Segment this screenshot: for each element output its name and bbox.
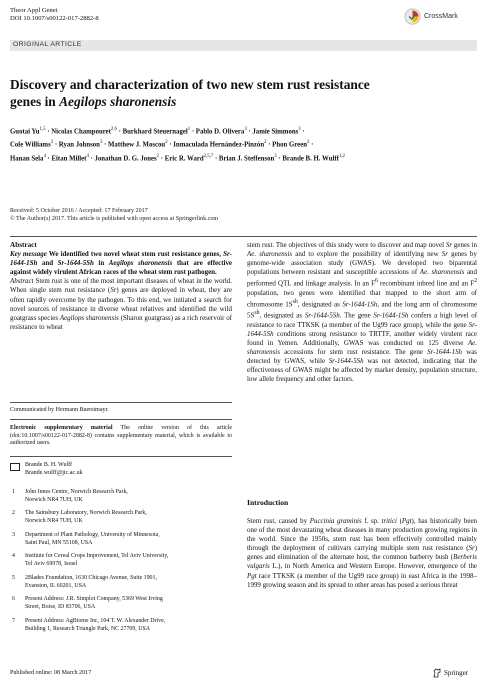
text-run: Stem rust, caused by [247,517,310,525]
text-run: and [37,259,58,268]
author-name: · Jonathan D. G. Jones [88,155,157,163]
affiliation-line: 2Blades Foundation, 1630 Chicago Avenue, Suite 1901, [25,574,157,581]
author-affiliation-ref: 3 [274,153,277,159]
author-name: · Matthew J. Moscou [102,141,166,149]
author-affiliation-ref: 3 [99,140,103,146]
author-affiliation-ref: 2 [156,153,160,159]
text-run: was detected by GWAS, while [247,347,477,366]
affiliation-line: Building 1, Research Triangle Park, NC 27709, USA [25,625,151,632]
author-name: · [300,128,305,136]
author-name: Hanan Sela [10,155,44,163]
italic-term: Sr [445,241,453,249]
author-affiliation-ref: 2 [307,140,310,146]
text-run: genes in [452,241,477,249]
published-date: Published online: 08 March 2017 [10,670,92,676]
affiliation-line: Evanston, IL 60201, USA [25,582,87,589]
text-run: ), has historically been one of the most devastating wheat diseases in many production growing regions in the world. Since the 1950s, stem rust has been effectively controlled mainly through the deployment of cultivars carrying multiple stem rust resistance ( [247,517,478,553]
author-name: · [309,141,314,149]
text-run: L.), in North America and Western Europe. However, emergence of the [269,562,477,571]
article-title [10,77,470,110]
author-name: · Burkhard Steuernagel [116,128,188,136]
article-dates [10,208,218,224]
affiliation-line: Present Address: AgBiome Inc, 104 T. W. Alexander Drive, [25,617,166,624]
affiliation-item [10,553,232,568]
text-run: Stem rust is one of the most important diseases of wheat in the world. When single stem rust resistance ( [10,277,232,295]
affiliation-number: 6 [12,596,15,603]
italic-term: Sr-1644-5Sh [304,311,340,320]
title-line-2 [10,94,470,111]
italic-term: Sr [110,286,117,295]
author-name: · Phon Green [266,141,307,149]
text-run: ( [396,517,402,525]
contact-email[interactable]: Brande.wulff@jic.ac.uk [25,469,83,476]
author-list [10,124,478,164]
text-run: genes by genome-wide association study (GWAS). We developed two biparental populations between resistant and susceptible accessions of [247,250,477,277]
text-run: race TTKSK (a member of the Ug99 race group) in east Africa in the 1998–1999 growing season and its spread to other areas has posed a serious threat [247,571,477,589]
text-run: ) genes are deployed in wheat, they are often rapidly overcome by the pathogen. To this end, we initiated a search for novel sources of resistance in diverse wheat relatives and identified the wild goatgrass species [10,286,232,322]
text-run: ) contains supplementary material, which is available to authorized users. [10,432,232,446]
crossmark-icon [404,8,421,25]
journal-header [10,7,99,23]
article-type: ORIGINAL ARTICLE [13,41,82,48]
affiliation-line: Street, Boise, ID 83706, USA [25,604,96,611]
text-run: f. sp. [361,517,382,525]
author-affiliation-ref: 1 [187,127,191,132]
affiliation-item [10,575,232,590]
author-name: Cole Williams [10,141,51,149]
abstract-text [10,277,232,332]
affiliation-item [10,489,232,504]
author-affiliation-ref: 2,6 [110,127,117,132]
supplementary-note [10,425,232,448]
italic-term: Sr [441,250,448,259]
publisher-name: Springer [444,669,469,677]
italic-term: Ae. sharonensis [247,250,293,259]
journal-name: Theor Appl Genet [10,7,58,14]
text-run: accessions for stem rust resistance. The gene [279,347,428,356]
contact-name: Brande B. H. Wulff [25,462,73,468]
author-name: · Eric R. Ward [159,155,204,163]
section-divider [10,236,477,237]
text-run: and performed QTL and linkage analysis. In an F [247,268,477,288]
italic-term: Sr-1644-1Sh [427,347,463,356]
superscript: 6 [375,278,378,285]
author-name: · Brian J. Steffenson [213,155,275,163]
affiliation-item [10,532,232,547]
abstract-heading: Abstract [10,241,37,249]
affiliation-line: Tel Aviv 69978, Israel [25,561,78,568]
introduction-text [247,517,477,590]
superscript: sh [254,310,260,317]
affiliation-line: Norwich NR4 7UH, UK [25,518,83,525]
text-run: confers a high level of resistance to race TTKSK (a member of the Ug99 race group), while the gene [247,311,477,329]
affiliation-line: Present Address: J.R. Simplot Company, 5369 West Irving [25,596,163,603]
affiliation-line: John Innes Centre, Norwich Research Park, [25,489,128,495]
author-name: · Pablo D. Olivera [190,128,245,136]
italic-term: Sr [468,544,475,553]
italic-term: Aegilops sharonensis [59,313,119,322]
communicated-by: Communicated by Hermann Buerstmayr. [10,407,109,413]
author-line [10,137,478,150]
copyright-notice: © The Author(s) 2017. This article is published with open access at Springerlink.com [10,215,219,222]
corresponding-author [10,462,232,477]
affiliation-line: The Sainsbury Laboratory, Norwich Research Park, [25,510,147,517]
author-affiliation-ref: 2,5,7 [203,153,214,159]
abstract-label: Abstract [10,277,34,286]
author-affiliation-ref: 1,2 [338,153,345,159]
superscript: 2 [474,278,477,285]
affiliations [10,489,232,639]
italic-term: Ae. sharonensis [419,268,465,277]
envelope-icon [10,463,20,471]
text-run: conditions strong resistance to TRTTF, another widely virulent race found in Yemen. Additionally, GWAS was conducted on 125 diverse [247,329,477,347]
italic-term: Sr-1644-1Sh [342,300,378,309]
text-run: We identified two novel wheat stem rust resistance genes, [46,250,224,259]
author-line [10,151,478,164]
title-species: Aegilops sharonensis [59,93,177,109]
text-run: population, two genes were identified that mapped to the short arm of chromosome 1S [247,288,477,309]
affiliation-number: 7 [12,617,15,624]
text-run: in [93,259,109,268]
author-affiliation-ref: 4 [43,153,46,159]
author-affiliation-ref: 3 [50,140,54,146]
text-run: recombinant inbred line and an F [377,279,475,288]
affiliation-number: 4 [12,553,15,560]
author-affiliation-ref: 4 [86,153,89,159]
affiliation-item [10,510,232,525]
author-line [10,124,478,137]
text-run: , designated as [259,311,305,320]
received-accepted: Received: 5 October 2016 / Accepted: 17 February 2017 [10,208,148,214]
text-run: 10.1007/s00122-017-2882-8 [21,432,90,439]
affiliation-line: Saint Paul, MN 55108, USA [25,539,93,546]
italic-term: Puccinia graminis [309,517,362,525]
author-name: · Inmaculada Hernández-Pinzón [167,141,265,149]
affiliation-item [10,618,232,633]
footnote-divider-2 [10,419,232,420]
affiliation-number: 3 [12,531,15,538]
affiliation-number: 2 [12,510,15,517]
text-run: , designated as [297,300,343,309]
footnote-divider [10,402,232,403]
abstract-column-1 [10,241,232,332]
text-run: and to explore the possibility of identifying new [292,250,442,259]
text-run: The online version of this article (doi: [10,425,232,439]
springer-horse-icon [432,668,442,678]
author-affiliation-ref: 1,5 [39,127,46,132]
author-affiliation-ref: 3 [298,127,301,132]
italic-term: Sr-1644-5Sh [247,320,477,338]
author-name: · Brande B. H. Wulff [276,155,339,163]
affiliation-number: 1 [12,489,15,495]
italic-term: Pgt [401,517,412,525]
publisher-logo [432,668,468,678]
author-affiliation-ref: 3 [244,127,247,132]
esm-label: Electronic supplementary material [10,425,113,431]
author-affiliation-ref: 2 [264,140,267,146]
author-name: · Jamie Simmons [246,128,299,136]
author-name: · Nicolas Champouret [45,128,111,136]
italic-term: Aegilops sharonensis [108,259,173,268]
italic-term: Ae. sharonensis [247,338,477,356]
text-run: (Sharon goatgrass) as a rich reservoir of resistance to wheat [10,313,232,331]
affiliation-line: Norwich NR4 7UH, UK [25,496,83,503]
affiliation-line: Department of Plant Pathology, University of Minnesota, [25,531,160,538]
italic-term: Sr-1644-5Sh [57,259,94,268]
text-run: , and the long arm of chromosome 5S [247,300,477,320]
text-run: . The gene [339,311,374,320]
italic-term: Sr-1644-5Sh [328,357,364,366]
italic-term: Berberis vulgaris [247,553,477,571]
italic-term: Pgt [247,571,257,580]
author-affiliation-ref: 2 [165,140,168,146]
abstract-column-2 [247,241,477,384]
crossmark-label: CrossMark [424,12,458,20]
key-message-label: Key message [10,250,47,259]
author-name: · Eitan Millet [45,155,87,163]
text-run: ) genes and elimination of the alternate host, the common barberry bush ( [247,544,477,562]
title-prefix: genes in [10,93,60,109]
article-type-bar [10,40,477,51]
superscript: sh [292,298,298,305]
affiliation-line: Institute for Cereal Crops Improvement, Tel Aviv University, [25,553,169,560]
affiliation-number: 5 [12,574,15,581]
text-run: stem rust. The objectives of this study were to discover and map novel [247,241,446,249]
footnote-divider-3 [10,456,232,457]
author-name: · Ryan Johnson [53,141,100,149]
text-run: was not detected, indicating that the effectiveness of GWAS might be affected by marker density, population structure, low allele frequency and other factors. [247,357,477,384]
author-name: Guotai Yu [10,128,40,136]
introduction-heading: Introduction [247,498,289,507]
key-message [10,250,232,277]
journal-doi: DOI 10.1007/s00122-017-2882-8 [10,15,99,23]
title-line-1: Discovery and characterization of two new stem rust resistance [10,77,370,92]
italic-term: Sr-1644-1Sh [10,250,232,268]
italic-term: Sr-1644-1Sh [373,311,409,320]
italic-term: tritici [381,517,397,525]
affiliation-item [10,596,232,611]
text-run: that are effective against widely virulent African races of the wheat stem rust pathogen. [10,259,233,277]
crossmark-badge[interactable] [404,5,474,27]
